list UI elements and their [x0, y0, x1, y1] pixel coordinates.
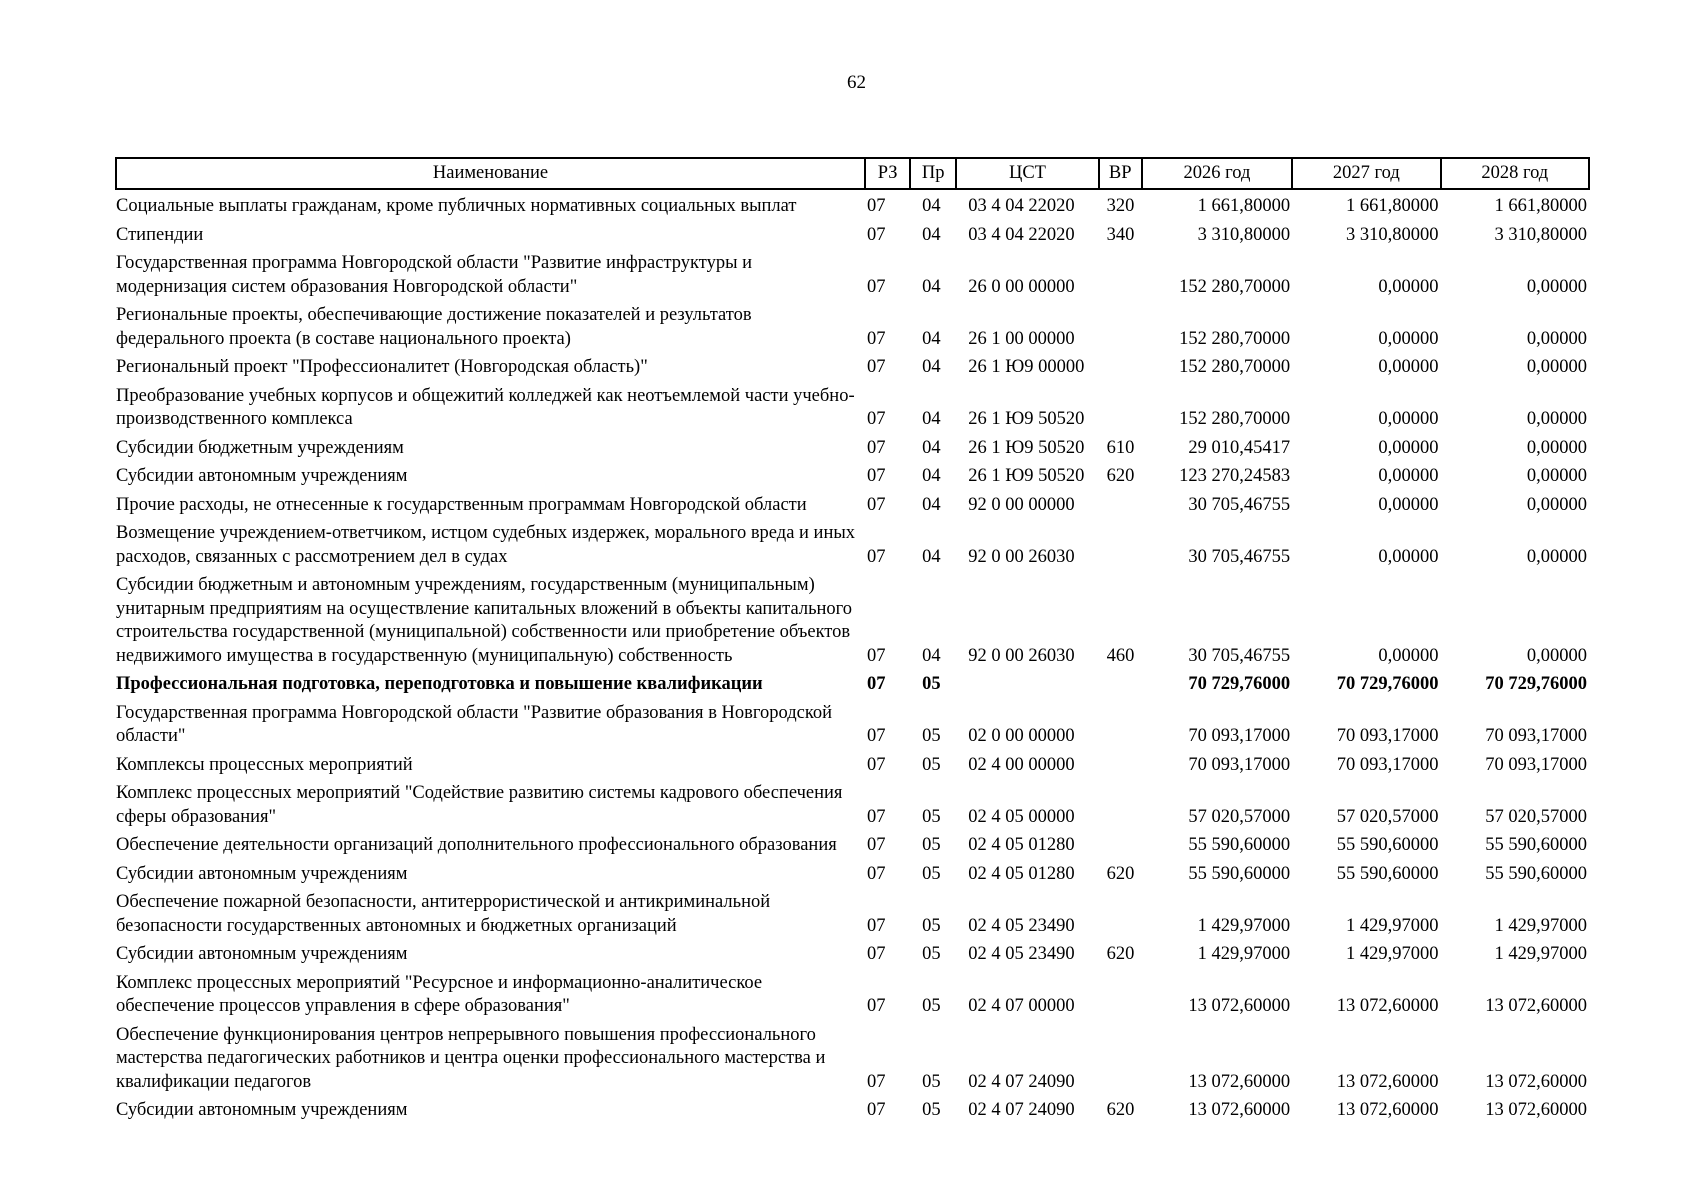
cell-2028: 55 590,60000	[1485, 835, 1587, 855]
cell-2026: 123 270,24583	[1179, 466, 1291, 486]
cell-2027: 55 590,60000	[1336, 863, 1439, 884]
cell-pr: 04	[922, 276, 941, 297]
cell-rz: 07	[867, 645, 886, 666]
cell-pr: 04	[922, 546, 941, 567]
cell-vr	[1099, 886, 1142, 938]
cell-rz: 07	[867, 754, 886, 775]
cell-pr: 05	[922, 996, 941, 1016]
cell-2027: 55 590,60000	[1336, 835, 1439, 855]
cell-pr: 04	[922, 645, 941, 666]
cell-2026: 152 280,70000	[1179, 328, 1291, 349]
table-row	[116, 351, 1589, 380]
cell-pr: 04	[922, 328, 941, 349]
cell-2026: 1 429,97000	[1197, 915, 1291, 936]
cell-2028: 1 429,97000	[1494, 915, 1587, 936]
cell-rz: 07	[867, 726, 886, 746]
budget-table	[115, 157, 1590, 1123]
cell-2027: 1 661,80000	[1346, 196, 1439, 216]
cell-rz: 07	[867, 409, 886, 429]
cell-pr: 04	[922, 357, 941, 377]
cell-2027: 1 429,97000	[1346, 915, 1439, 936]
cell-pr: 04	[922, 494, 941, 515]
header-vr: ВР	[1099, 158, 1142, 189]
cell-2026: 70 729,76000	[1188, 674, 1291, 694]
cell-vr	[1099, 829, 1142, 858]
cell-vr	[1099, 1019, 1142, 1095]
cell-2028: 70 093,17000	[1485, 726, 1587, 746]
cell-2028: 0,00000	[1526, 546, 1587, 567]
table-row	[116, 967, 1589, 1019]
cell-2026: 13 072,60000	[1188, 996, 1291, 1016]
cell-cst: 02 4 05 01280	[968, 835, 1075, 855]
cell-2027: 70 093,17000	[1336, 726, 1439, 746]
header-pr: Пр	[910, 158, 956, 189]
cell-2026: 30 705,46755	[1188, 494, 1291, 515]
table-row	[116, 829, 1589, 858]
cell-2026: 30 705,46755	[1188, 645, 1291, 666]
cell-vr	[1099, 967, 1142, 1019]
cell-2027: 0,00000	[1378, 546, 1439, 567]
cell-name: Региональные проекты, обеспечивающие достижение показателей и результатов федерального проекта (в составе национального проекта)	[116, 305, 752, 349]
cell-cst: 02 4 00 00000	[968, 754, 1075, 775]
cell-rz: 07	[867, 466, 886, 486]
cell-vr	[1099, 489, 1142, 518]
table-row	[116, 697, 1589, 749]
cell-pr: 05	[922, 1071, 941, 1092]
cell-name: Возмещение учреждением-ответчиком, истцом судебных издержек, морального вреда и иных расходов, связанных с рассмотрением дел в судах	[116, 523, 856, 567]
cell-2027: 13 072,60000	[1336, 1071, 1439, 1092]
cell-pr: 05	[922, 944, 941, 964]
cell-vr	[1099, 749, 1142, 778]
cell-2027: 13 072,60000	[1336, 1100, 1439, 1120]
header-name: Наименование	[116, 158, 865, 189]
cell-name: Стипендии	[116, 224, 204, 245]
table-row	[116, 938, 1589, 967]
cell-vr	[1099, 697, 1142, 749]
cell-rz: 07	[867, 996, 886, 1016]
cell-cst: 02 4 05 23490	[968, 915, 1075, 936]
cell-cst: 02 4 05 00000	[968, 806, 1075, 827]
cell-2026: 29 010,45417	[1188, 437, 1291, 458]
table-row	[116, 668, 1589, 697]
cell-2027: 3 310,80000	[1346, 224, 1439, 245]
cell-name: Субсидии автономным учреждениям	[116, 466, 408, 486]
cell-2028: 13 072,60000	[1485, 1071, 1587, 1092]
cell-cst: 92 0 00 00000	[968, 494, 1075, 515]
cell-cst: 02 4 05 01280	[968, 863, 1075, 884]
cell-2026: 55 590,60000	[1188, 863, 1291, 884]
cell-2028: 0,00000	[1526, 276, 1587, 297]
cell-name: Обеспечение функционирования центров непрерывного повышения профессионального мастерства педагогических работников и центра оценки профессионального мастерства и квалификации педагогов	[116, 1024, 826, 1092]
cell-name: Субсидии автономным учреждениям	[116, 944, 408, 964]
cell-vr: 340	[1106, 224, 1135, 245]
cell-name: Субсидии бюджетным и автономным учреждениям, государственным (муниципальным) унитарным предприятиям на осуществление капитальных вложений в объекты капитального строительства государственной (муниципальной) собственности или приобретение объектов недвижимого имущества в государственную (муниципальную) собственность	[116, 575, 853, 666]
cell-pr: 05	[922, 674, 941, 694]
cell-cst: 03 4 04 22020	[968, 196, 1075, 216]
cell-2028: 70 093,17000	[1485, 754, 1587, 775]
cell-name: Субсидии автономным учреждениям	[116, 863, 408, 884]
cell-vr	[1099, 351, 1142, 380]
cell-cst: 02 4 07 24090	[968, 1100, 1075, 1120]
cell-vr: 610	[1106, 437, 1135, 458]
cell-2028: 70 729,76000	[1485, 674, 1587, 694]
header-2028: 2028 год	[1441, 158, 1589, 189]
cell-pr: 05	[922, 863, 941, 884]
cell-2027: 0,00000	[1378, 494, 1439, 515]
cell-rz: 07	[867, 546, 886, 567]
cell-2027: 0,00000	[1378, 466, 1439, 486]
cell-name: Комплексы процессных мероприятий	[116, 754, 413, 775]
cell-name: Государственная программа Новгородской области "Развитие образования в Новгородской области"	[116, 702, 833, 746]
cell-vr	[1099, 380, 1142, 432]
cell-pr: 05	[922, 754, 941, 775]
cell-pr: 04	[922, 224, 941, 245]
table-row	[116, 219, 1589, 248]
table-body	[116, 189, 1589, 1123]
cell-2028: 57 020,57000	[1485, 806, 1587, 827]
cell-rz: 07	[867, 915, 886, 936]
cell-vr: 620	[1106, 1100, 1135, 1120]
table-row	[116, 489, 1589, 518]
cell-2028: 0,00000	[1526, 437, 1587, 458]
cell-2026: 55 590,60000	[1188, 835, 1291, 855]
cell-name: Комплекс процессных мероприятий "Содействие развитию системы кадрового обеспечения сферы образования"	[116, 783, 843, 827]
cell-name: Обеспечение пожарной безопасности, антитеррористической и антикриминальной безопасности государственных автономных и бюджетных организаций	[116, 892, 771, 936]
cell-2027: 0,00000	[1378, 276, 1439, 297]
cell-2028: 1 429,97000	[1494, 944, 1587, 964]
cell-rz: 07	[867, 328, 886, 349]
cell-rz: 07	[867, 357, 886, 377]
cell-2027: 0,00000	[1378, 409, 1439, 429]
table-row	[116, 380, 1589, 432]
cell-2028: 0,00000	[1526, 494, 1587, 515]
cell-2028: 13 072,60000	[1485, 996, 1587, 1016]
cell-2026: 30 705,46755	[1188, 546, 1291, 567]
cell-2026: 1 429,97000	[1197, 944, 1291, 964]
header-2026: 2026 год	[1142, 158, 1292, 189]
header-rz: РЗ	[865, 158, 910, 189]
cell-2028: 1 661,80000	[1494, 196, 1587, 216]
cell-rz: 07	[867, 494, 886, 515]
table-row	[116, 858, 1589, 887]
cell-2028: 0,00000	[1526, 328, 1587, 349]
cell-rz: 07	[867, 276, 886, 297]
cell-cst: 92 0 00 26030	[968, 645, 1075, 666]
cell-vr	[1099, 299, 1142, 351]
cell-2027: 0,00000	[1378, 645, 1439, 666]
cell-name: Прочие расходы, не отнесенные к государственным программам Новгородской области	[116, 494, 807, 515]
cell-cst: 02 4 07 24090	[968, 1071, 1075, 1092]
table-row	[116, 886, 1589, 938]
cell-cst: 26 1 Ю9 00000	[968, 357, 1085, 377]
cell-pr: 05	[922, 1100, 941, 1120]
table-row	[116, 749, 1589, 778]
cell-name: Региональный проект "Профессионалитет (Новгородская область)"	[116, 357, 648, 377]
cell-pr: 04	[922, 437, 941, 458]
cell-rz: 07	[867, 224, 886, 245]
cell-2026: 13 072,60000	[1188, 1071, 1291, 1092]
cell-vr: 620	[1106, 944, 1135, 964]
cell-rz: 07	[867, 674, 886, 694]
cell-name: Субсидии бюджетным учреждениям	[116, 437, 404, 458]
table-row	[116, 517, 1589, 569]
cell-cst: 03 4 04 22020	[968, 224, 1075, 245]
cell-cst: 26 1 Ю9 50520	[968, 409, 1085, 429]
cell-cst: 02 0 00 00000	[968, 726, 1075, 746]
cell-vr: 620	[1106, 863, 1135, 884]
page-number: 62	[847, 72, 866, 93]
table-row	[116, 299, 1589, 351]
cell-vr	[1099, 668, 1142, 697]
cell-cst: 02 4 05 23490	[968, 944, 1075, 964]
table-row	[116, 432, 1589, 461]
cell-name: Обеспечение деятельности организаций дополнительного профессионального образования	[116, 835, 837, 855]
cell-vr	[1099, 247, 1142, 299]
cell-pr: 04	[922, 409, 941, 429]
cell-vr: 320	[1106, 196, 1135, 216]
cell-rz: 07	[867, 863, 886, 884]
cell-cst: 26 1 Ю9 50520	[968, 437, 1085, 458]
cell-2026: 57 020,57000	[1188, 806, 1291, 827]
table-row	[116, 460, 1589, 489]
cell-2027: 13 072,60000	[1336, 996, 1439, 1016]
cell-pr: 05	[922, 835, 941, 855]
cell-2028: 13 072,60000	[1485, 1100, 1587, 1120]
cell-rz: 07	[867, 196, 886, 216]
table-row	[116, 189, 1589, 219]
cell-rz: 07	[867, 437, 886, 458]
cell-2028: 3 310,80000	[1494, 224, 1587, 245]
cell-cst	[956, 668, 1098, 697]
cell-rz: 07	[867, 1100, 886, 1120]
cell-cst: 26 0 00 00000	[968, 276, 1075, 297]
cell-pr: 04	[922, 466, 941, 486]
header-2027: 2027 год	[1292, 158, 1440, 189]
cell-vr	[1099, 777, 1142, 829]
cell-name: Преобразование учебных корпусов и общежитий колледжей как неотъемлемой части учебно-производственного комплекса	[116, 385, 855, 429]
cell-cst: 02 4 07 00000	[968, 996, 1075, 1016]
cell-rz: 07	[867, 835, 886, 855]
cell-2027: 1 429,97000	[1346, 944, 1439, 964]
cell-name: Субсидии автономным учреждениям	[116, 1100, 408, 1120]
cell-2026: 1 661,80000	[1197, 196, 1291, 216]
cell-2028: 0,00000	[1526, 645, 1587, 666]
cell-vr: 620	[1106, 466, 1135, 486]
cell-2026: 70 093,17000	[1188, 754, 1291, 775]
cell-2026: 13 072,60000	[1188, 1100, 1291, 1120]
cell-cst: 92 0 00 26030	[968, 546, 1075, 567]
cell-name: Социальные выплаты гражданам, кроме публичных нормативных социальных выплат	[116, 196, 797, 216]
cell-2026: 152 280,70000	[1179, 409, 1291, 429]
cell-2028: 0,00000	[1526, 409, 1587, 429]
table-row	[116, 777, 1589, 829]
cell-rz: 07	[867, 1071, 886, 1092]
cell-pr: 04	[922, 196, 941, 216]
cell-2027: 70 729,76000	[1336, 674, 1439, 694]
cell-2026: 70 093,17000	[1188, 726, 1291, 746]
cell-2028: 0,00000	[1526, 466, 1587, 486]
cell-name: Профессиональная подготовка, переподготовка и повышение квалификации	[116, 674, 763, 694]
cell-2027: 0,00000	[1378, 328, 1439, 349]
cell-2028: 55 590,60000	[1485, 863, 1587, 884]
cell-vr: 460	[1106, 645, 1135, 666]
table-row	[116, 569, 1589, 668]
cell-2026: 3 310,80000	[1197, 224, 1291, 245]
cell-name: Государственная программа Новгородской области "Развитие инфраструктуры и модернизация систем образования Новгородской области"	[116, 253, 753, 297]
cell-pr: 05	[922, 726, 941, 746]
cell-name: Комплекс процессных мероприятий "Ресурсное и информационно-аналитическое обеспечение процессов управления в сфере образования"	[116, 972, 763, 1016]
table-row	[116, 1094, 1589, 1123]
cell-2026: 152 280,70000	[1179, 357, 1291, 377]
cell-2026: 152 280,70000	[1179, 276, 1291, 297]
cell-rz: 07	[867, 806, 886, 827]
cell-rz: 07	[867, 944, 886, 964]
header-cst: ЦСТ	[956, 158, 1098, 189]
cell-vr	[1099, 517, 1142, 569]
cell-pr: 05	[922, 806, 941, 827]
cell-cst: 26 1 00 00000	[968, 328, 1075, 349]
cell-2027: 0,00000	[1378, 437, 1439, 458]
cell-2027: 70 093,17000	[1336, 754, 1439, 775]
cell-2027: 0,00000	[1378, 357, 1439, 377]
table-row	[116, 247, 1589, 299]
table-row	[116, 1019, 1589, 1095]
table-header-row	[116, 158, 1589, 189]
cell-pr: 05	[922, 915, 941, 936]
cell-cst: 26 1 Ю9 50520	[968, 466, 1085, 486]
cell-2028: 0,00000	[1526, 357, 1587, 377]
cell-2027: 57 020,57000	[1336, 806, 1439, 827]
